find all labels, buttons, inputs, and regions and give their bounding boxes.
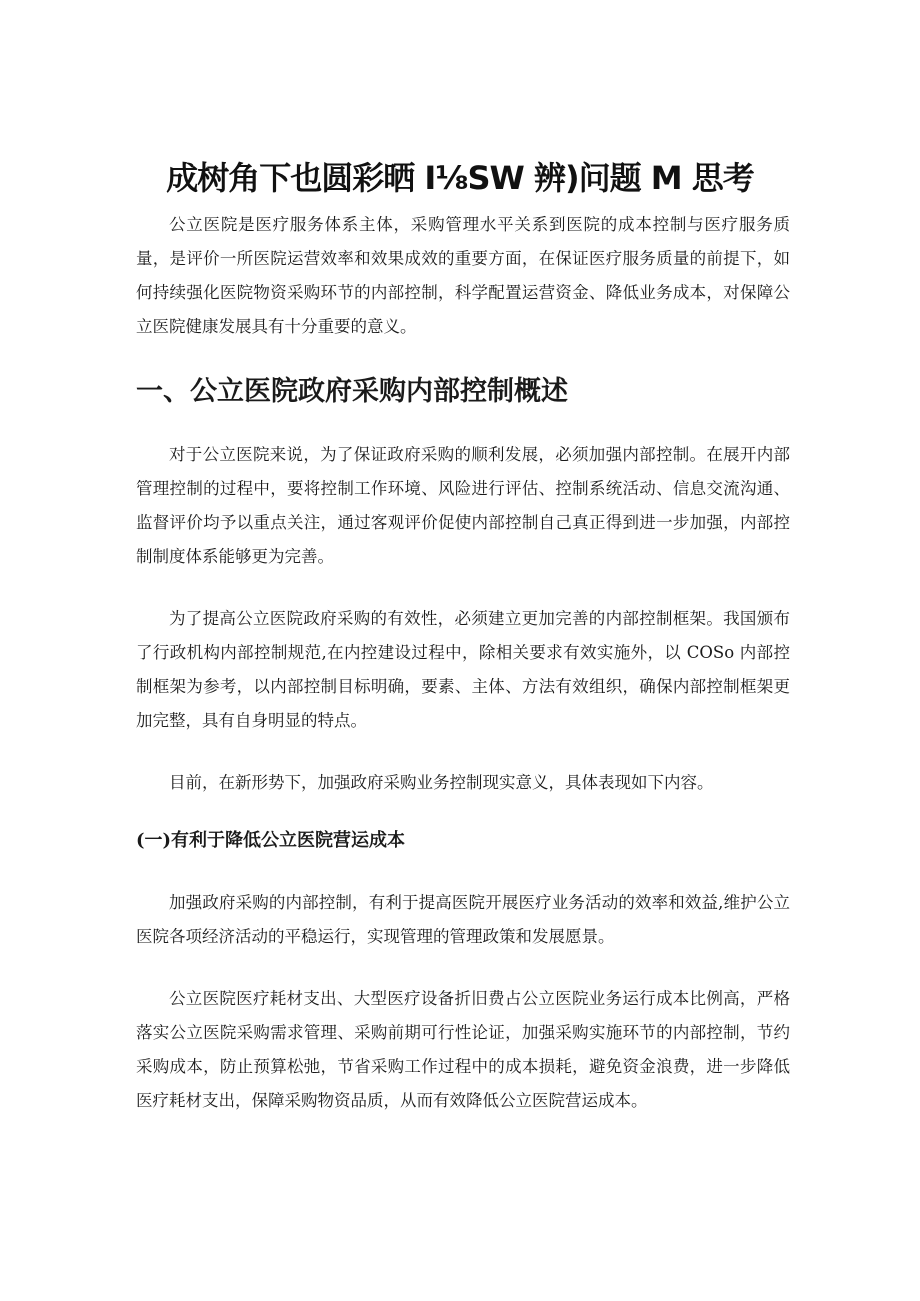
body-paragraph: 加强政府采购的内部控制，有利于提高医院开展医疗业务活动的效率和效益,维护公立医院各项经济活动的平稳运行，实现管理的管理政策和发展愿景。 (136, 893, 790, 946)
section-heading: 一、公立医院政府采购内部控制概述 (136, 376, 568, 407)
body-paragraph: 目前，在新形势下，加强政府采购业务控制现实意义，具体表现如下内容。 (169, 773, 714, 792)
intro-paragraph: 公立医院是医疗服务体系主体，采购管理水平关系到医院的成本控制与医疗服务质量，是评价一所医院运营效率和效果成效的重要方面，在保证医疗服务质量的前提下，如何持续强化医院物资采购环节的内部控制，科学配置运营资金、降低业务成本，对保障公立医院健康发展具有十分重要的意义。 (136, 215, 790, 336)
document-title: 成树角下也圆彩晒 I⅛SW 辨)问题 M 思考 (166, 159, 754, 198)
body-paragraph: 为了提高公立医院政府采购的有效性，必须建立更加完善的内部控制框架。我国颁布了行政机构内部控制规范,在内控建设过程中，除相关要求有效实施外，以 COSo 内部控制框架为参考，以内部控制目标明确，要素、主体、方法有效组织，确保内部控制框架更加完整，具有自身明显的特点。 (136, 609, 790, 730)
body-paragraph: 公立医院医疗耗材支出、大型医疗设备折旧费占公立医院业务运行成本比例高，严格落实公立医院采购需求管理、采购前期可行性论证，加强采购实施环节的内部控制，节约采购成本，防止预算松弛，节省采购工作过程中的成本损耗，避免资金浪费，进一步降低医疗耗材支出，保障采购物资品质，从而有效降低公立医院营运成本。 (136, 989, 790, 1110)
body-paragraph: 对于公立医院来说，为了保证政府采购的顺利发展，必须加强内部控制。在展开内部管理控制的过程中，要将控制工作环境、风险进行评估、控制系统活动、信息交流沟通、监督评价均予以重点关注，通过客观评价促使内部控制自己真正得到进一步加强，内部控制制度体系能够更为完善。 (136, 445, 790, 566)
subsection-heading: (一)有利于降低公立医院营运成本 (136, 830, 406, 851)
